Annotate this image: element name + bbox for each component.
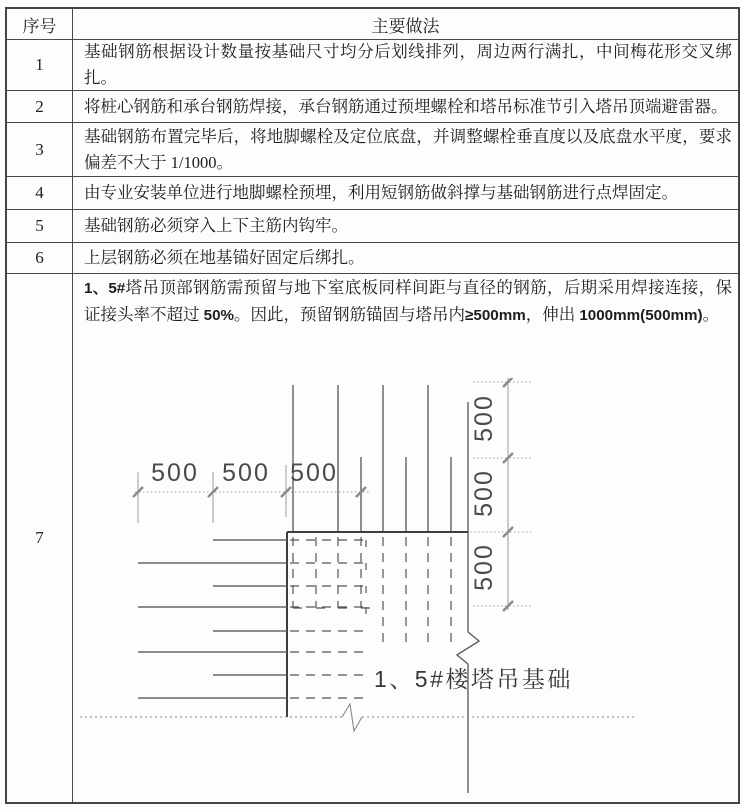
table-row: [7, 243, 738, 274]
h-dim-label: 500: [151, 459, 199, 487]
h-dim-label: 500: [222, 459, 270, 487]
header-no-column: 序号: [7, 9, 73, 39]
v-dim-label: 500: [470, 543, 498, 591]
row7-content: [73, 274, 738, 802]
table-row: [7, 123, 738, 177]
row-text: 基础钢筋必须穿入上下主筋内钩牢。: [84, 216, 348, 235]
rebar-hooks: [293, 540, 370, 614]
table-row-7: [7, 274, 738, 802]
horizontal-dimension: [133, 459, 370, 523]
row-number: 2: [7, 91, 73, 122]
table-row: [7, 91, 738, 123]
table-row: [7, 40, 738, 91]
row-text: 上层钢筋必须在地基锚好固定后绑扎。: [84, 248, 365, 267]
horizontal-rebar-lines: [138, 540, 287, 698]
table-row: [7, 210, 738, 243]
v-dim-label: 500: [470, 394, 498, 442]
header-main-column: 主要做法: [371, 16, 440, 36]
method-table: [5, 7, 740, 804]
h-dim-label: 500: [290, 459, 338, 487]
row-text: 将桩心钢筋和承台钢筋焊接，承台钢筋通过预埋螺栓和塔吊标准节引入塔吊顶端避雷器。: [84, 96, 728, 116]
row-text: 基础钢筋布置完毕后，将地脚螺栓及定位底盘，并调整螺栓垂直度以及底盘水平度，要求偏差不大于 1/1000。: [84, 126, 732, 172]
basement-wall-line: [457, 402, 479, 793]
row-number: 7: [7, 274, 73, 802]
row-number: 1: [7, 40, 73, 90]
row-text: 由专业安装单位进行地脚螺栓预埋，利用短钢筋做斜撑与基础钢筋进行点焊固定。: [84, 183, 678, 202]
row-number: 3: [7, 123, 73, 176]
table-row: [7, 177, 738, 210]
row-text: 基础钢筋根据设计数量按基础尺寸均分后划线排列，周边两行满扎，中间梅花形交叉绑扎。: [84, 42, 732, 87]
row-number: 5: [7, 210, 73, 242]
vertical-dimension: [470, 378, 531, 611]
row-number: 4: [7, 177, 73, 209]
row-number: 6: [7, 243, 73, 273]
table-header-row: [7, 9, 738, 40]
row7-paragraph: 1、5#塔吊顶部钢筋需预留与地下室底板同样间距与直径的钢筋，后期采用焊接连接，保证接头率不超过 50%。因此，预留钢筋锚固与塔吊内≥500mm，伸出 1000mm(500mm)。: [84, 278, 733, 324]
v-dim-label: 500: [470, 469, 498, 517]
crane-foundation-label: 1、5#楼塔吊基础: [374, 666, 573, 692]
ground-line: [80, 704, 634, 731]
crane-foundation-diagram: [78, 378, 644, 798]
